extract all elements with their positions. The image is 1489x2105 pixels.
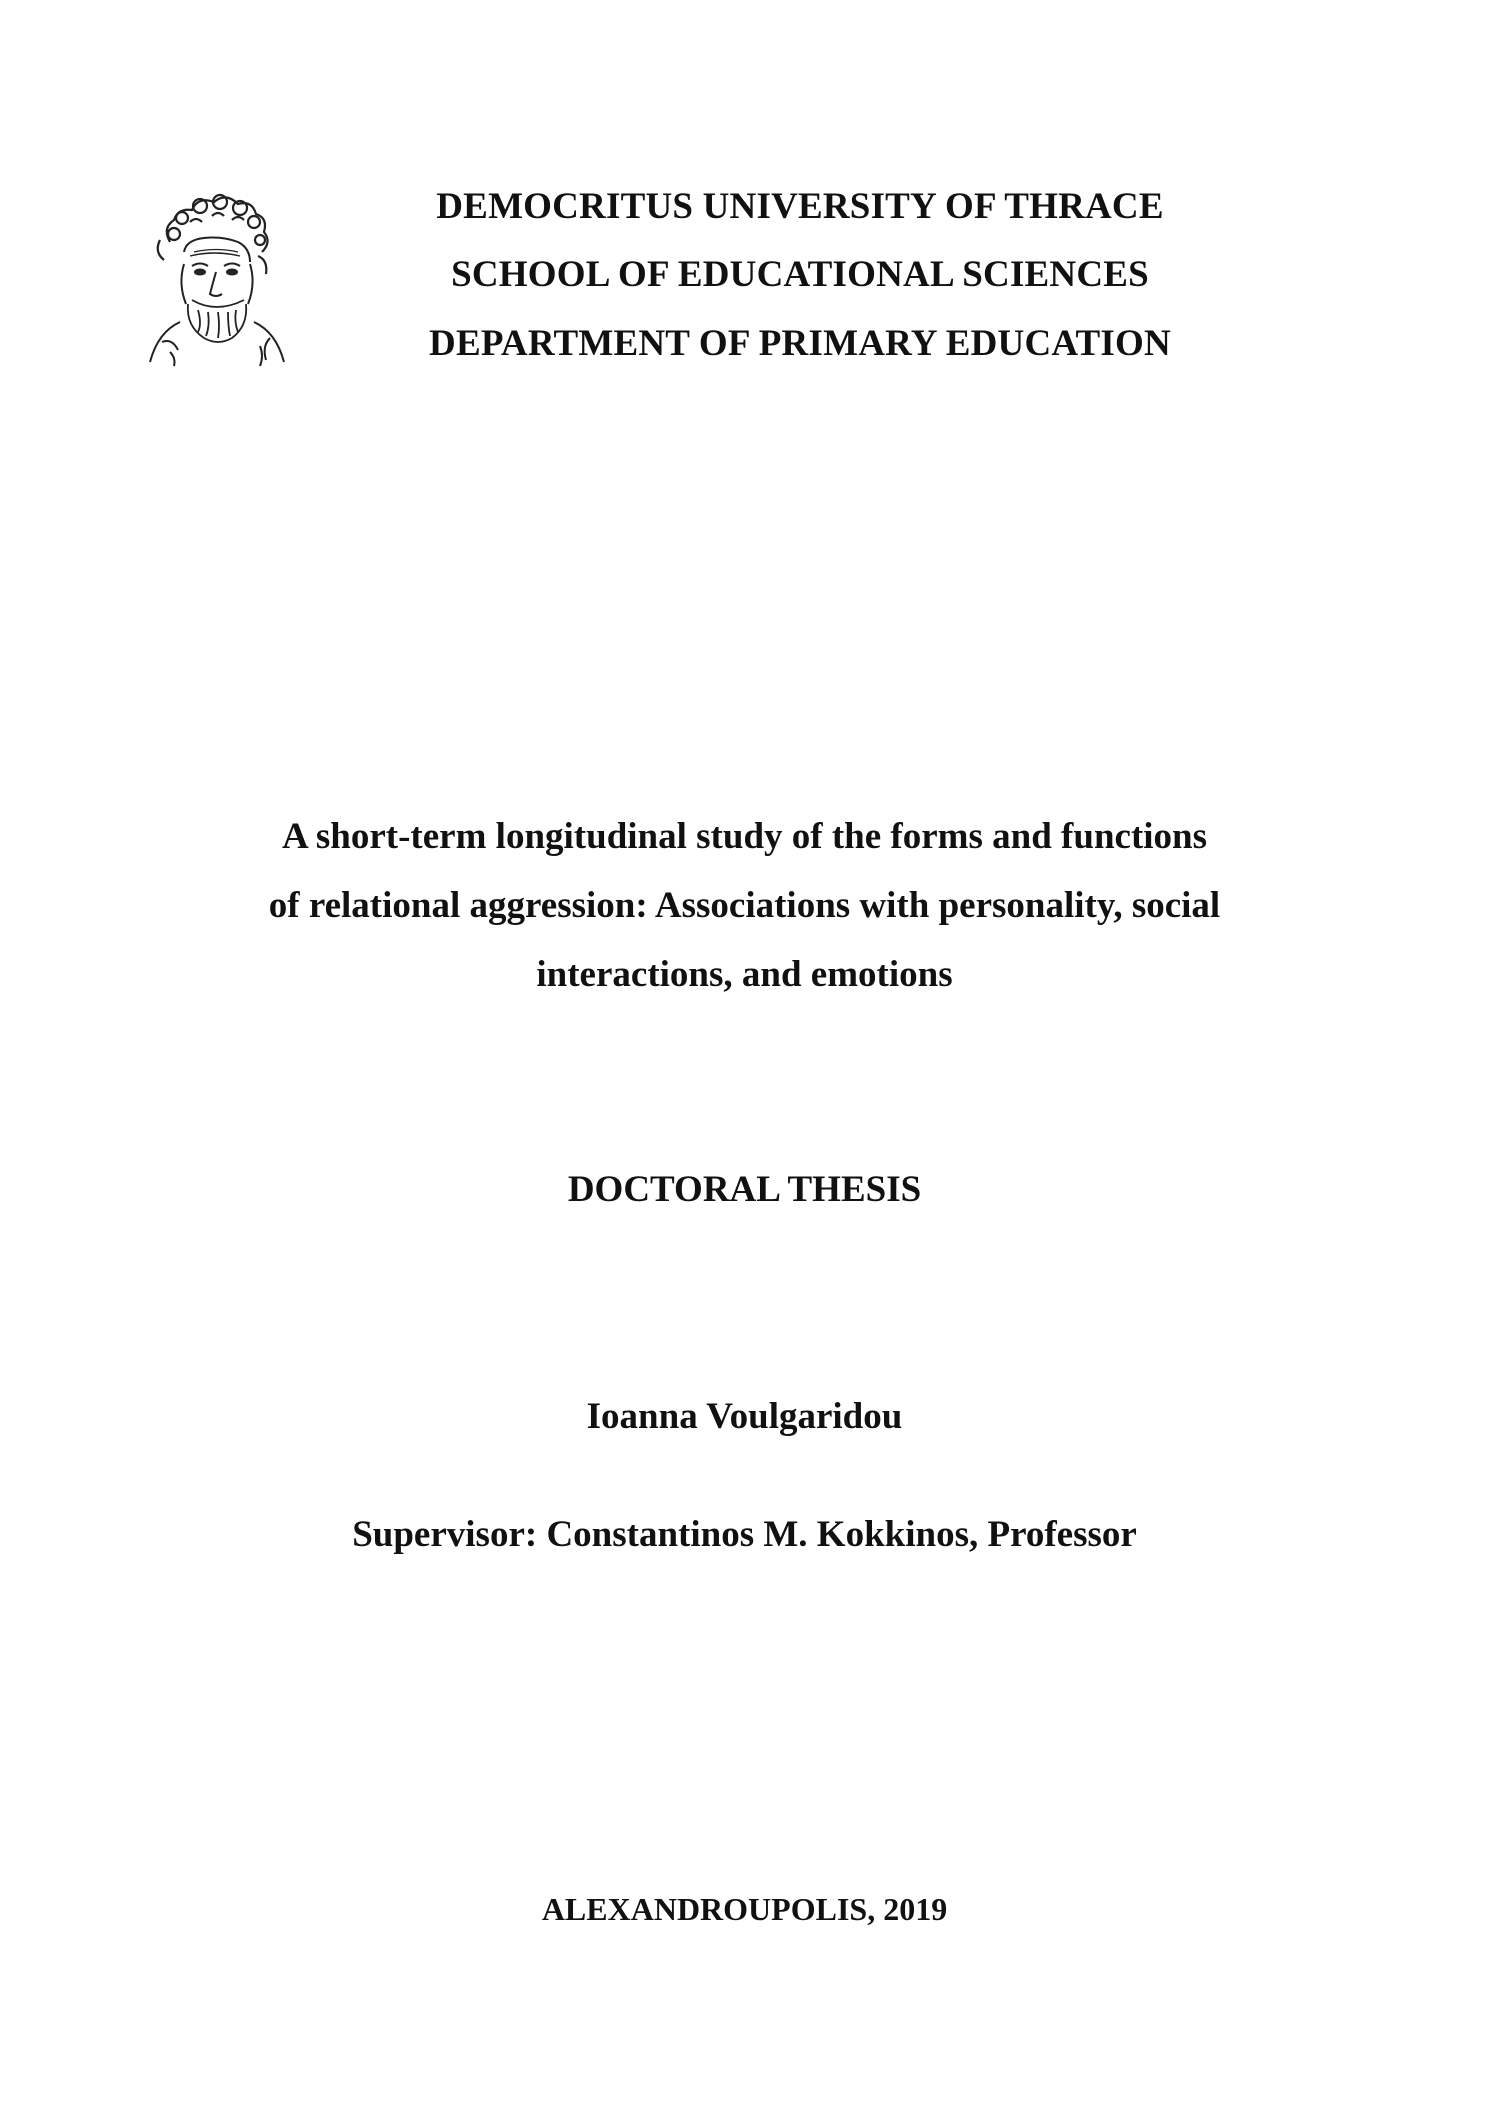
school-name: SCHOOL OF EDUCATIONAL SCIENCES	[451, 254, 1149, 295]
democritus-bust-icon	[140, 182, 292, 368]
thesis-title-line-2: of relational aggression: Associations with personality, social	[268, 885, 1221, 926]
place-and-year: ALEXANDROUPOLIS, 2019	[541, 1891, 948, 1927]
department-name: DEPARTMENT OF PRIMARY EDUCATION	[429, 323, 1171, 364]
thesis-title-line-3: interactions, and emotions	[536, 954, 953, 995]
document-type: DOCTORAL THESIS	[567, 1169, 922, 1210]
thesis-title-line-1: A short-term longitudinal study of the forms and functions	[281, 816, 1208, 857]
university-name: DEMOCRITUS UNIVERSITY OF THRACE	[436, 186, 1164, 227]
thesis-title	[120, 802, 1369, 1009]
supervisor-line: Supervisor: Constantinos M. Kokkinos, Professor	[352, 1514, 1137, 1555]
author-name: Ioanna Voulgaridou	[586, 1396, 903, 1437]
